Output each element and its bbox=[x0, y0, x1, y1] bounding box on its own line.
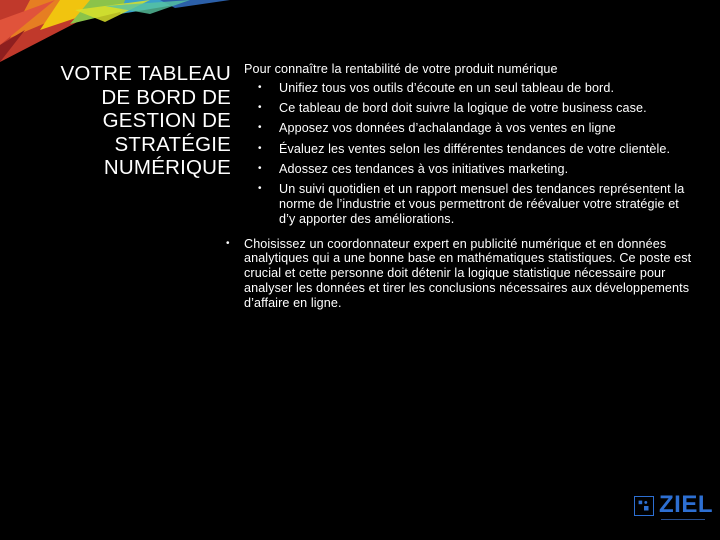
list-item-text: Évaluez les ventes selon les différentes tendances de votre clientèle. bbox=[279, 141, 671, 156]
list-item bbox=[244, 121, 692, 136]
intro-text: Pour connaître la rentabilité de votre produit numérique bbox=[244, 62, 558, 76]
list-item-text: Ce tableau de bord doit suivre la logique de votre business case. bbox=[279, 101, 647, 116]
title-line: DE BORD DE bbox=[101, 85, 231, 109]
list-item bbox=[244, 101, 692, 116]
title-line: NUMÉRIQUE bbox=[103, 156, 231, 179]
bullet-icon: • bbox=[258, 162, 262, 174]
bullet-icon: • bbox=[258, 142, 262, 154]
list-item-text: Unifiez tous vos outils d’écoute en un seul tableau de bord. bbox=[279, 80, 615, 95]
title-line: GESTION DE bbox=[102, 109, 231, 132]
bullet-icon: • bbox=[258, 81, 262, 93]
list-item bbox=[244, 81, 692, 96]
sub-bullet-list bbox=[244, 81, 692, 227]
main-bullet bbox=[226, 236, 692, 311]
bullet-icon: • bbox=[258, 183, 262, 195]
main-bullet-text: Choisissez un coordonnateur expert en publicité numérique et en données analytiques qui a une bonne base en mathématiques statistiques. Ce poste est crucial et cette personne doit détenir la logique statistique nécessaire pour analyser les données et tirer les conclusions nécessaires aux développements d’affaire en ligne. bbox=[244, 236, 692, 310]
bullet-icon: • bbox=[258, 122, 262, 134]
bullet-icon: • bbox=[226, 237, 230, 249]
title-line: VOTRE TABLEAU bbox=[60, 62, 231, 85]
list-item bbox=[244, 162, 692, 177]
list-item bbox=[244, 142, 692, 157]
list-item-text: Apposez vos données d’achalandage à vos ventes en ligne bbox=[279, 121, 616, 136]
logo-text: ZIEL bbox=[659, 491, 713, 518]
title-line: STRATÉGIE bbox=[114, 132, 231, 156]
list-item bbox=[244, 182, 692, 226]
slide-title bbox=[20, 62, 231, 180]
logo-mark-icon bbox=[634, 496, 654, 516]
bullet-icon: • bbox=[258, 102, 262, 114]
list-item-text: Adossez ces tendances à vos initiatives marketing. bbox=[279, 161, 569, 176]
list-item-text: Un suivi quotidien et un rapport mensuel des tendances représentent la norme de l’industrie et vous permettront de réévaluer votre stratégie et d’y apporter des améliorations. bbox=[279, 182, 685, 226]
ziel-logo bbox=[634, 491, 713, 522]
logo-tagline-rule bbox=[661, 519, 705, 520]
slide-body bbox=[226, 62, 692, 311]
